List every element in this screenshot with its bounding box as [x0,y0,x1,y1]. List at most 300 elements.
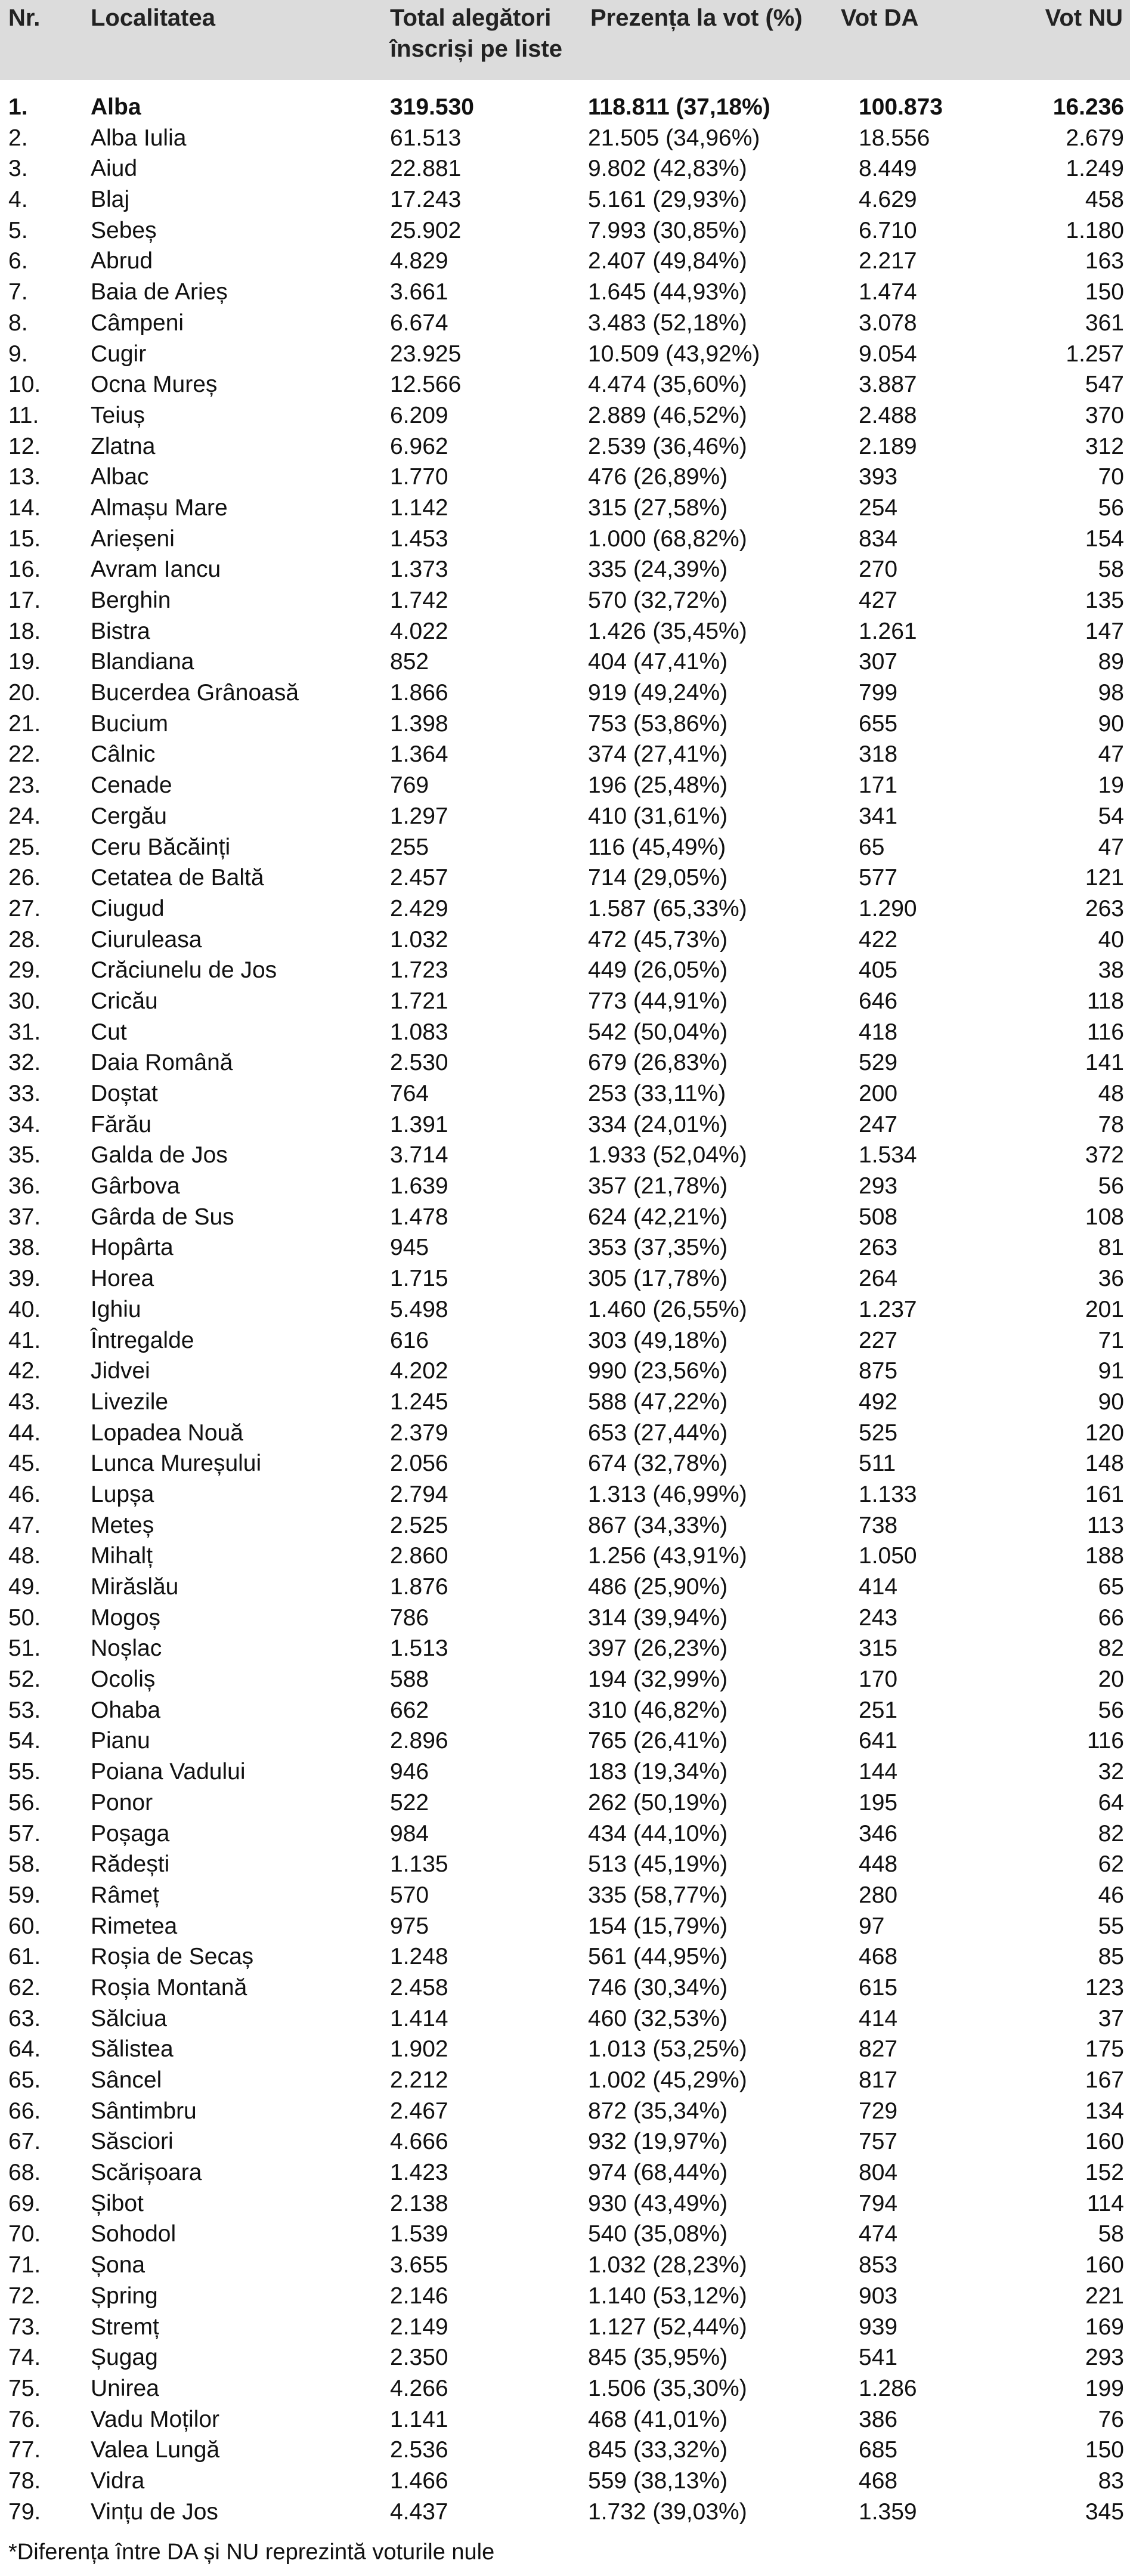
row-total-alegatori: 2.379 [390,1420,448,1446]
row-total-alegatori: 2.146 [390,2283,448,2309]
table-row [0,400,1130,431]
table-row [0,770,1130,801]
row-total-alegatori: 4.022 [390,618,448,644]
row-localitatea: Cut [91,1019,127,1045]
row-total-alegatori: 6.209 [390,402,448,428]
row-vot-da: 293 [859,1173,898,1199]
row-number: 25. [8,834,41,860]
row-vot-nu: 19 [1098,772,1124,799]
row-vot-da: 414 [859,2005,898,2031]
table-body [0,92,1130,2527]
row-localitatea: Almașu Mare [91,494,228,521]
row-number: 76. [8,2406,41,2432]
table-row [0,2342,1130,2373]
row-localitatea: Sălciua [91,2005,167,2031]
row-total-alegatori: 4.666 [390,2129,448,2155]
row-vot-da: 427 [859,587,898,613]
row-total-alegatori: 4.266 [390,2375,448,2401]
row-localitatea: Rădești [91,1851,170,1878]
row-number: 10. [8,372,41,398]
row-number: 51. [8,1635,41,1662]
row-vot-da: 264 [859,1266,898,1292]
row-total-alegatori: 2.149 [390,2314,448,2340]
row-number: 30. [8,988,41,1014]
row-prezenta: 679 (26,83%) [588,1050,728,1076]
row-vot-da: 100.873 [859,94,943,120]
row-vot-nu: 293 [1085,2345,1124,2371]
table-row [0,1725,1130,1756]
row-prezenta: 434 (44,10%) [588,1820,728,1847]
row-vot-nu: 458 [1085,187,1124,213]
table-row [0,123,1130,154]
row-total-alegatori: 1.866 [390,680,448,706]
row-total-alegatori: 1.723 [390,957,448,984]
row-localitatea: Doștat [91,1081,158,1106]
row-number: 40. [8,1296,41,1322]
row-vot-da: 65 [859,834,885,860]
row-vot-da: 6.710 [859,217,917,243]
table-row [0,431,1130,462]
table-row [0,1140,1130,1171]
row-number: 72. [8,2283,41,2309]
row-prezenta: 253 (33,11%) [588,1081,726,1106]
row-total-alegatori: 1.364 [390,741,448,768]
row-vot-nu: 147 [1085,618,1124,644]
row-localitatea: Sălistea [91,2036,174,2062]
table-row [0,1880,1130,1911]
row-localitatea: Întregalde [91,1327,194,1353]
header-total-line2: înscriși pe liste [390,36,563,62]
row-total-alegatori: 1.539 [390,2221,448,2247]
row-vot-da: 243 [859,1604,898,1631]
row-vot-nu: 90 [1098,1388,1124,1415]
row-vot-da: 1.534 [859,1142,917,1168]
row-prezenta: 314 (39,94%) [588,1604,728,1631]
row-vot-da: 97 [859,1913,885,1939]
row-number: 27. [8,895,41,921]
row-total-alegatori: 1.902 [390,2036,448,2062]
row-prezenta: 335 (24,39%) [588,556,728,583]
row-vot-da: 307 [859,649,898,675]
table-row [0,2404,1130,2435]
row-prezenta: 746 (30,34%) [588,1974,728,2000]
row-prezenta: 262 (50,19%) [588,1789,728,1816]
row-prezenta: 1.127 (52,44%) [588,2314,747,2340]
row-localitatea: Pianu [91,1728,150,1754]
row-vot-nu: 64 [1098,1789,1124,1816]
row-localitatea: Teiuș [91,402,145,428]
row-vot-nu: 345 [1085,2498,1124,2525]
row-number: 37. [8,1204,41,1230]
header-total-line1: Total alegători [390,5,552,31]
row-total-alegatori: 4.437 [390,2498,448,2525]
row-vot-nu: 58 [1098,2221,1124,2247]
row-localitatea: Meteș [91,1512,154,1538]
table-row [0,1603,1130,1634]
row-vot-nu: 123 [1085,1974,1124,2000]
row-vot-da: 875 [859,1358,898,1384]
row-prezenta: 116 (45,49%) [588,834,726,860]
row-localitatea: Mirăslău [91,1574,179,1600]
table-row [0,1202,1130,1233]
row-number: 63. [8,2005,41,2031]
table-row [0,647,1130,678]
row-localitatea: Lopadea Nouă [91,1420,243,1446]
row-localitatea: Cergău [91,803,167,829]
row-vot-nu: 1.249 [1066,156,1124,182]
row-total-alegatori: 1.721 [390,988,448,1014]
row-prezenta: 930 (43,49%) [588,2190,728,2216]
row-vot-nu: 134 [1085,2098,1124,2124]
row-vot-da: 853 [859,2252,898,2278]
row-prezenta: 1.000 (68,82%) [588,525,747,552]
row-localitatea: Cugir [91,341,147,367]
row-prezenta: 542 (50,04%) [588,1019,728,1045]
row-localitatea: Șibot [91,2190,144,2216]
row-total-alegatori: 1.245 [390,1388,448,1415]
row-vot-nu: 16.236 [1052,94,1124,120]
row-vot-nu: 148 [1085,1451,1124,1477]
row-vot-da: 3.887 [859,372,917,398]
row-total-alegatori: 945 [390,1235,429,1261]
row-number: 21. [8,710,41,737]
table-row [0,678,1130,709]
row-vot-da: 422 [859,926,898,953]
row-number: 58. [8,1851,41,1878]
row-number: 70. [8,2221,41,2247]
row-vot-nu: 85 [1098,1944,1124,1970]
row-vot-nu: 199 [1085,2375,1124,2401]
row-total-alegatori: 764 [390,1081,429,1106]
table-row [0,2188,1130,2219]
row-vot-nu: 312 [1085,433,1124,459]
row-vot-da: 577 [859,865,898,891]
table-row [0,1479,1130,1510]
row-number: 7. [8,279,28,305]
table-row [0,524,1130,555]
row-number: 31. [8,1019,41,1045]
row-localitatea: Câlnic [91,741,156,768]
row-localitatea: Câmpeni [91,310,184,336]
row-prezenta: 990 (23,56%) [588,1358,728,1384]
row-number: 49. [8,1574,41,1600]
row-number: 17. [8,587,41,613]
row-localitatea: Unirea [91,2375,159,2401]
row-prezenta: 1.013 (53,25%) [588,2036,747,2062]
table-row [0,709,1130,740]
table-row [0,2003,1130,2034]
table-row [0,1109,1130,1140]
row-prezenta: 353 (37,35%) [588,1235,728,1261]
row-total-alegatori: 2.429 [390,895,448,921]
row-total-alegatori: 22.881 [390,156,462,182]
row-vot-nu: 372 [1085,1142,1124,1168]
row-number: 62. [8,1974,41,2000]
row-prezenta: 588 (47,22%) [588,1388,728,1415]
row-total-alegatori: 2.794 [390,1481,448,1507]
row-total-alegatori: 1.423 [390,2160,448,2186]
table-row [0,1448,1130,1479]
row-vot-da: 804 [859,2160,898,2186]
header-nr: Nr. [8,5,41,31]
row-number: 35. [8,1142,41,1168]
row-vot-nu: 98 [1098,680,1124,706]
row-prezenta: 196 (25,48%) [588,772,728,799]
header-localitatea: Localitatea [91,5,215,31]
row-total-alegatori: 975 [390,1913,429,1939]
row-localitatea: Albac [91,464,149,490]
row-vot-da: 200 [859,1081,898,1106]
row-prezenta: 540 (35,08%) [588,2221,728,2247]
row-total-alegatori: 1.478 [390,1204,448,1230]
row-vot-da: 655 [859,710,898,737]
row-number: 50. [8,1604,41,1631]
row-vot-nu: 118 [1086,988,1124,1014]
row-vot-nu: 2.679 [1066,125,1124,151]
row-total-alegatori: 2.212 [390,2067,448,2093]
row-total-alegatori: 2.525 [390,1512,448,1538]
row-prezenta: 334 (24,01%) [588,1111,728,1137]
row-vot-nu: 1.257 [1066,341,1124,367]
row-number: 12. [8,433,41,459]
row-number: 22. [8,741,41,768]
table-row [0,2466,1130,2497]
row-number: 78. [8,2467,41,2494]
row-vot-nu: 167 [1085,2067,1124,2093]
row-total-alegatori: 61.513 [390,125,462,151]
table-row [0,801,1130,832]
row-localitatea: Bistra [91,618,150,644]
row-total-alegatori: 769 [390,772,429,799]
row-localitatea: Avram Iancu [91,556,221,583]
row-total-alegatori: 1.083 [390,1019,448,1045]
row-prezenta: 1.460 (26,55%) [588,1296,747,1322]
table-row [0,1356,1130,1387]
row-total-alegatori: 1.770 [390,464,448,490]
row-number: 52. [8,1666,41,1693]
table-row [0,2219,1130,2250]
row-prezenta: 1.933 (52,04%) [588,1142,747,1168]
row-vot-da: 729 [859,2098,898,2124]
row-number: 34. [8,1111,41,1137]
row-localitatea: Valea Lungă [91,2437,220,2463]
table-row [0,832,1130,863]
row-total-alegatori: 1.466 [390,2467,448,2494]
row-localitatea: Alba [91,94,141,120]
row-prezenta: 919 (49,24%) [588,680,728,706]
row-total-alegatori: 984 [390,1820,429,1847]
row-prezenta: 472 (45,73%) [588,926,728,953]
row-localitatea: Arieșeni [91,525,175,552]
row-vot-da: 834 [859,525,898,552]
row-vot-nu: 152 [1085,2160,1124,2186]
row-vot-nu: 90 [1098,710,1124,737]
row-total-alegatori: 588 [390,1666,429,1693]
table-row [0,2373,1130,2404]
row-total-alegatori: 25.902 [390,217,462,243]
row-prezenta: 1.313 (46,99%) [588,1481,747,1507]
row-vot-nu: 160 [1085,2129,1124,2155]
row-vot-nu: 175 [1085,2036,1124,2062]
row-vot-da: 615 [859,1974,898,2000]
row-prezenta: 310 (46,82%) [588,1697,728,1723]
row-prezenta: 1.256 (43,91%) [588,1543,747,1569]
row-localitatea: Gârda de Sus [91,1204,234,1230]
row-prezenta: 21.505 (34,96%) [588,125,760,151]
row-localitatea: Livezile [91,1388,169,1415]
row-total-alegatori: 1.513 [390,1635,448,1662]
row-localitatea: Bucium [91,710,169,737]
row-prezenta: 932 (19,97%) [588,2129,728,2155]
row-vot-da: 346 [859,1820,898,1847]
row-localitatea: Ohaba [91,1697,161,1723]
row-total-alegatori: 1.297 [390,803,448,829]
row-total-alegatori: 2.138 [390,2190,448,2216]
row-prezenta: 1.732 (39,03%) [588,2498,747,2525]
row-prezenta: 10.509 (43,92%) [588,341,760,367]
row-vot-nu: 160 [1085,2252,1124,2278]
row-vot-nu: 113 [1086,1512,1124,1538]
row-number: 15. [8,525,41,552]
row-prezenta: 773 (44,91%) [588,988,728,1014]
row-vot-da: 386 [859,2406,898,2432]
row-localitatea: Baia de Arieș [91,279,228,305]
row-vot-nu: 83 [1098,2467,1124,2494]
row-total-alegatori: 1.715 [390,1266,448,1292]
row-vot-da: 2.189 [859,433,917,459]
row-total-alegatori: 616 [390,1327,429,1353]
table-row [0,1972,1130,2003]
table-row [0,1047,1130,1078]
row-total-alegatori: 1.391 [390,1111,448,1137]
row-number: 13. [8,464,41,490]
row-localitatea: Cetatea de Baltă [91,865,264,891]
header-prezenta: Prezența la vot (%) [590,5,803,31]
row-vot-nu: 89 [1098,649,1124,675]
table-row [0,277,1130,308]
row-number: 32. [8,1050,41,1076]
row-total-alegatori: 1.141 [390,2406,448,2432]
row-number: 75. [8,2375,41,2401]
row-number: 64. [8,2036,41,2062]
row-vot-da: 1.237 [859,1296,917,1322]
row-localitatea: Alba Iulia [91,125,187,151]
table-row [0,1788,1130,1819]
table-row [0,1232,1130,1263]
row-vot-nu: 161 [1085,1481,1124,1507]
row-number: 69. [8,2190,41,2216]
table-row [0,955,1130,986]
row-vot-da: 9.054 [859,341,917,367]
row-number: 42. [8,1358,41,1384]
row-vot-da: 903 [859,2283,898,2309]
row-total-alegatori: 1.142 [390,494,448,521]
row-total-alegatori: 6.962 [390,433,448,459]
row-prezenta: 2.407 (49,84%) [588,248,747,274]
row-localitatea: Vințu de Jos [91,2498,218,2525]
row-vot-da: 251 [859,1697,898,1723]
row-prezenta: 753 (53,86%) [588,710,728,737]
table-row [0,862,1130,893]
row-vot-da: 757 [859,2129,898,2155]
row-localitatea: Mihalț [91,1543,153,1569]
row-total-alegatori: 12.566 [390,372,462,398]
table-row [0,1325,1130,1356]
row-localitatea: Abrud [91,248,153,274]
row-vot-da: 511 [859,1451,896,1477]
row-number: 14. [8,494,41,521]
row-number: 54. [8,1728,41,1754]
row-vot-nu: 65 [1098,1574,1124,1600]
row-vot-da: 3.078 [859,310,917,336]
table-row [0,893,1130,924]
row-localitatea: Roșia de Secaș [91,1944,254,1970]
row-vot-da: 254 [859,494,898,521]
row-localitatea: Râmeț [91,1882,159,1908]
row-prezenta: 1.645 (44,93%) [588,279,747,305]
row-number: 65. [8,2067,41,2093]
row-prezenta: 653 (27,44%) [588,1420,728,1446]
row-prezenta: 357 (21,78%) [588,1173,728,1199]
row-vot-da: 468 [859,1944,898,1970]
row-total-alegatori: 1.742 [390,587,448,613]
row-vot-da: 1.133 [859,1481,917,1507]
row-vot-da: 18.556 [859,125,930,151]
row-localitatea: Sohodol [91,2221,177,2247]
row-localitatea: Șpring [91,2283,158,2309]
row-localitatea: Vadu Moților [91,2406,220,2432]
table-row [0,2497,1130,2528]
table-row [0,2157,1130,2188]
row-localitatea: Șugag [91,2345,158,2371]
row-vot-da: 817 [859,2067,898,2093]
table-row [0,1664,1130,1695]
table-row [0,246,1130,277]
row-prezenta: 404 (47,41%) [588,649,728,675]
table-row [0,2250,1130,2281]
table-row [0,2281,1130,2312]
row-localitatea: Rimetea [91,1913,178,1939]
row-vot-nu: 47 [1098,741,1124,768]
row-vot-da: 529 [859,1050,898,1076]
row-localitatea: Zlatna [91,433,156,459]
row-prezenta: 2.889 (46,52%) [588,402,747,428]
row-prezenta: 9.802 (42,83%) [588,156,747,182]
row-vot-nu: 91 [1098,1358,1124,1384]
row-vot-nu: 116 [1086,1019,1124,1045]
row-vot-da: 1.261 [859,618,917,644]
row-vot-da: 448 [859,1851,898,1878]
row-total-alegatori: 570 [390,1882,429,1908]
row-prezenta: 714 (29,05%) [588,865,728,891]
row-number: 57. [8,1820,41,1847]
row-vot-nu: 169 [1085,2314,1124,2340]
table-row [0,1541,1130,1572]
row-localitatea: Bucerdea Grânoasă [91,680,299,706]
row-vot-nu: 58 [1098,556,1124,583]
table-row [0,153,1130,184]
row-localitatea: Șona [91,2252,145,2278]
row-number: 19. [8,649,41,675]
row-number: 28. [8,926,41,953]
row-vot-da: 468 [859,2467,898,2494]
table-row [0,339,1130,370]
row-total-alegatori: 2.860 [390,1543,448,1569]
row-vot-da: 418 [859,1019,898,1045]
row-vot-nu: 55 [1098,1913,1124,1939]
row-total-alegatori: 4.829 [390,248,448,274]
row-prezenta: 845 (33,32%) [588,2437,728,2463]
